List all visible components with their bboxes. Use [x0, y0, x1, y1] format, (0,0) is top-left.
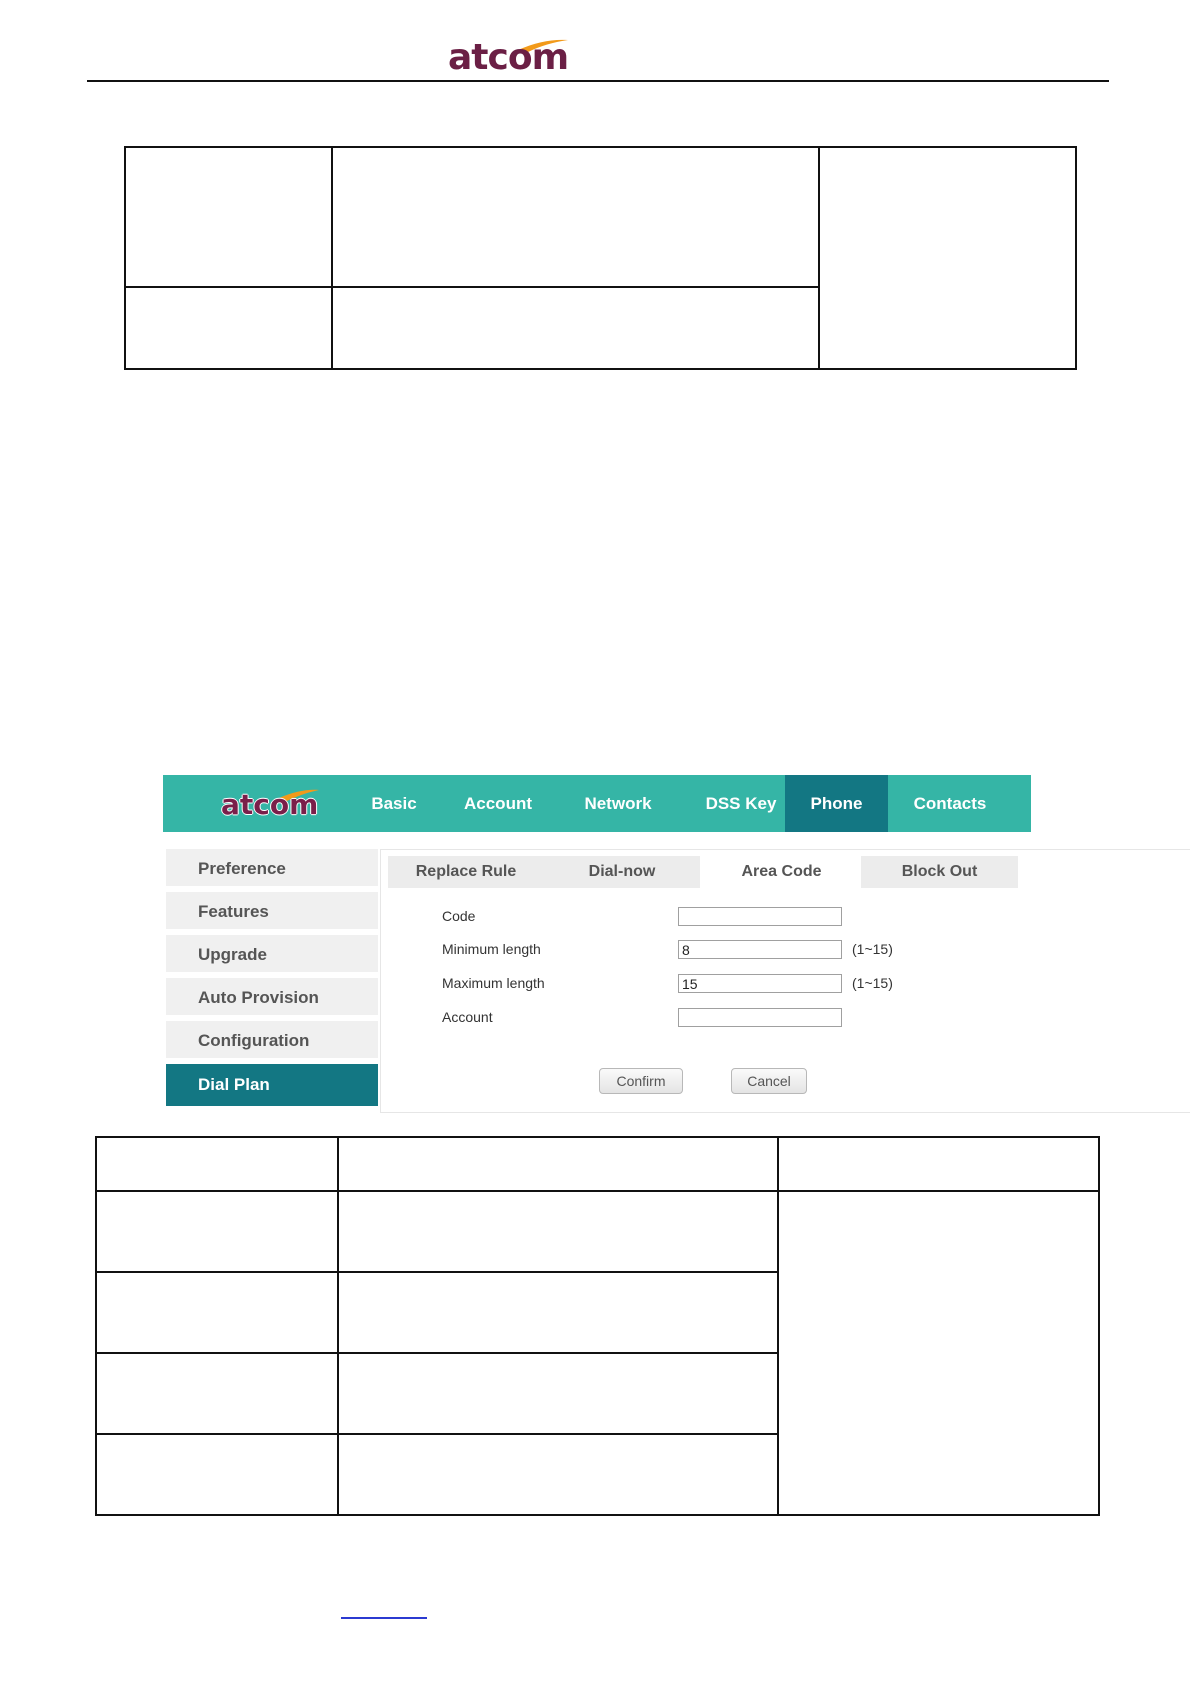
- nav-phone[interactable]: Phone: [785, 775, 888, 832]
- table-2-header-cell: [778, 1137, 1099, 1191]
- web-ui-screenshot: [163, 775, 1031, 1113]
- sidebar-item-dial-plan[interactable]: Dial Plan: [166, 1064, 378, 1106]
- nav-contacts[interactable]: Contacts: [913, 794, 987, 813]
- table-2-cell: [96, 1272, 338, 1353]
- maximum-length-input[interactable]: [678, 974, 842, 993]
- minimum-length-input[interactable]: [678, 940, 842, 959]
- table-2-cell: [778, 1191, 1099, 1515]
- cancel-button[interactable]: Cancel: [731, 1068, 807, 1094]
- table-1: [124, 146, 1077, 370]
- sidebar-item-auto-provision[interactable]: Auto Provision: [166, 978, 378, 1018]
- tab-dial-now[interactable]: Dial-now: [544, 856, 700, 888]
- table-1-cell: [332, 287, 819, 369]
- nav-basic[interactable]: Basic: [371, 794, 417, 813]
- table-2-header-cell: [338, 1137, 778, 1191]
- tab-block-out[interactable]: Block Out: [861, 856, 1018, 888]
- brand-logo: [221, 788, 321, 822]
- brand-text: atcom: [221, 788, 319, 821]
- footer-link-underline[interactable]: [341, 1617, 427, 1619]
- sidebar-item-features[interactable]: Features: [166, 892, 378, 932]
- top-nav-bar: [163, 775, 1031, 832]
- table-1-cell: [125, 287, 332, 369]
- nav-dss-key[interactable]: DSS Key: [705, 794, 777, 813]
- table-2-cell: [96, 1353, 338, 1434]
- table-1-cell: [819, 147, 1076, 369]
- table-2-cell: [96, 1191, 338, 1272]
- maximum-length-range: (1~15): [852, 975, 893, 991]
- account-input[interactable]: [678, 1008, 842, 1027]
- confirm-button[interactable]: Confirm: [599, 1068, 683, 1094]
- sidebar-item-preference[interactable]: Preference: [166, 849, 378, 889]
- table-1-cell: [332, 147, 819, 287]
- minimum-length-label: Minimum length: [442, 941, 541, 957]
- table-2-cell: [338, 1353, 778, 1434]
- minimum-length-range: (1~15): [852, 941, 893, 957]
- sidebar-item-configuration[interactable]: Configuration: [166, 1021, 378, 1061]
- tab-area-code[interactable]: Area Code: [704, 856, 859, 888]
- maximum-length-label: Maximum length: [442, 975, 545, 991]
- table-1-cell: [125, 147, 332, 287]
- nav-account[interactable]: Account: [464, 794, 532, 813]
- table-2-cell: [338, 1272, 778, 1353]
- header-rule: [87, 80, 1109, 82]
- sidebar-item-upgrade[interactable]: Upgrade: [166, 935, 378, 975]
- table-2-cell: [338, 1191, 778, 1272]
- table-2: [95, 1136, 1100, 1516]
- logo-text: atcom: [448, 37, 569, 78]
- table-2-header-cell: [96, 1137, 338, 1191]
- tab-replace-rule[interactable]: Replace Rule: [388, 856, 544, 888]
- table-2-cell: [96, 1434, 338, 1515]
- atcom-logo: [448, 36, 570, 80]
- code-input[interactable]: [678, 907, 842, 926]
- table-2-cell: [338, 1434, 778, 1515]
- account-label: Account: [442, 1009, 493, 1025]
- nav-network[interactable]: Network: [584, 794, 652, 813]
- code-label: Code: [442, 908, 476, 924]
